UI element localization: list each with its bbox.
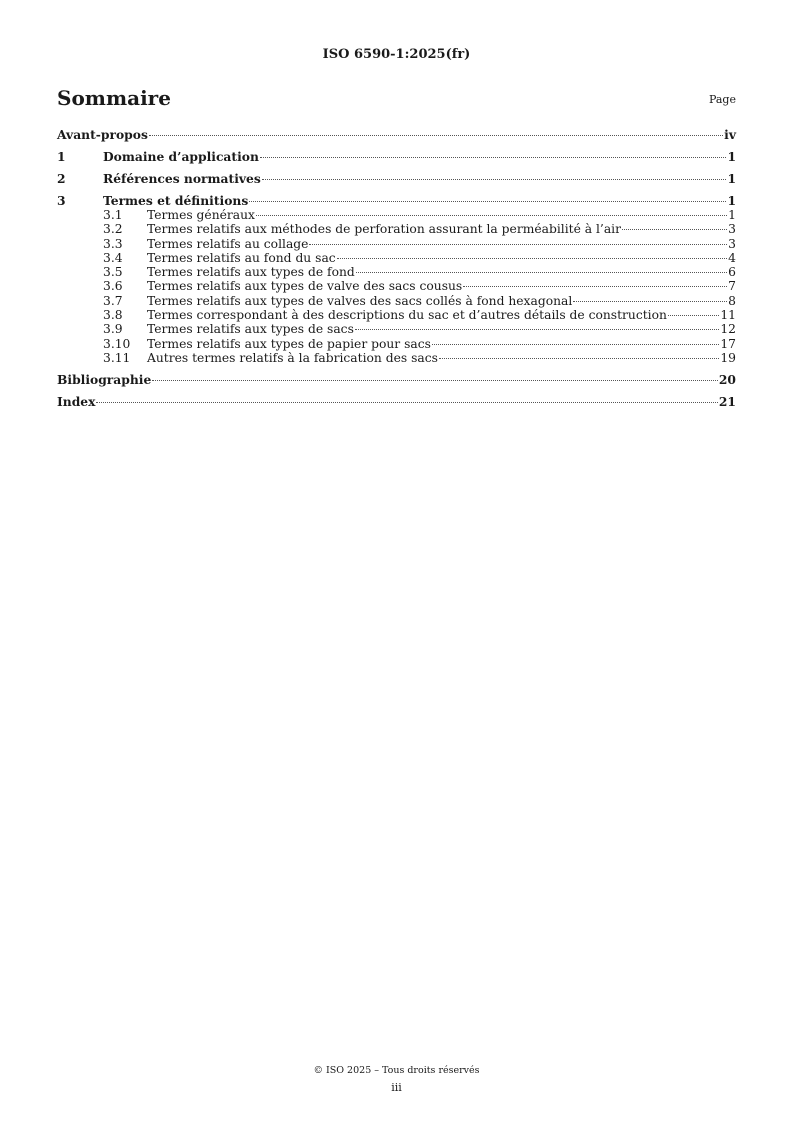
toc-entry-page: 8 (728, 293, 736, 308)
toc-entry-label: Termes relatifs au fond du sac (147, 250, 336, 265)
toc-dot-leader (152, 380, 718, 381)
toc-entry-page: iv (724, 127, 736, 142)
toc-entry-label: Avant-propos (57, 127, 148, 142)
toc-dot-leader (668, 315, 719, 316)
toc-dot-leader (260, 157, 727, 158)
toc-entry-page: 1 (727, 193, 736, 208)
toc-entry-label: Termes et définitions (103, 193, 249, 208)
toc-dot-leader (337, 258, 728, 259)
toc-entry-label: Termes correspondant à des descriptions du sac et d’autres détails de construction (147, 308, 667, 323)
toc-entry[interactable] (57, 171, 736, 186)
toc-dot-leader (622, 229, 727, 230)
toc-entry-page: 1 (728, 208, 736, 222)
toc-entry-number: 3.7 (103, 293, 123, 308)
toc-dot-leader (309, 244, 727, 245)
toc-entry-label: Termes relatifs aux types de valve des sacs cousus (147, 279, 463, 294)
toc-entry-page: 11 (720, 308, 736, 323)
toc-entry-number: 3 (57, 193, 66, 208)
toc-entry-page: 7 (728, 279, 736, 294)
toc-entry[interactable] (57, 337, 736, 351)
toc-entry-page: 1 (727, 171, 736, 186)
toc-entry[interactable] (57, 351, 736, 365)
toc-entry[interactable] (57, 265, 736, 279)
toc-dot-leader (96, 402, 717, 403)
toc-entry-page: 21 (718, 394, 736, 410)
toc-entry[interactable] (57, 394, 736, 409)
toc-entry-number: 3.1 (103, 208, 123, 222)
toc-entry[interactable] (57, 372, 736, 387)
toc-entry-number: 3.6 (103, 279, 123, 294)
toc-entry-page: 3 (728, 222, 736, 237)
toc-dot-leader (432, 344, 719, 345)
toc-dot-leader (463, 286, 727, 287)
toc-entry-page: 4 (728, 250, 736, 265)
toc-dot-leader (356, 272, 727, 273)
toc-dot-leader (249, 201, 726, 202)
document-id-header: ISO 6590-1:2025(fr) (322, 47, 471, 62)
toc-entry-label: Bibliographie (57, 372, 152, 388)
toc-entry-number: 3.8 (103, 308, 123, 323)
toc-entry[interactable] (57, 237, 736, 251)
toc-entry-number: 3.3 (103, 236, 123, 251)
toc-entry-label: Termes relatifs aux types de fond (147, 265, 355, 280)
copyright-footer: © ISO 2025 – Tous droits réservés (313, 1065, 480, 1076)
toc-entry[interactable] (57, 294, 736, 308)
toc-entry-page: 3 (728, 236, 736, 251)
toc-entry[interactable] (57, 127, 736, 142)
toc-entry-label: Termes généraux (147, 208, 255, 222)
toc-entry-page: 1 (727, 149, 736, 164)
toc-dot-leader (439, 358, 719, 359)
page-title: Sommaire (57, 86, 171, 110)
title-row (57, 86, 736, 112)
toc-entry-page: 17 (720, 336, 736, 351)
toc-dot-leader (149, 135, 723, 136)
toc-entry[interactable] (57, 208, 736, 222)
toc-entry-number: 3.5 (103, 265, 123, 280)
toc-entry-number: 3.11 (103, 350, 131, 365)
toc-entry-number: 3.10 (103, 336, 131, 351)
toc-entry-number: 3.4 (103, 250, 123, 265)
toc-entry[interactable] (57, 308, 736, 322)
toc-entry-label: Termes relatifs aux types de valves des sacs collés à fond hexagonal (147, 293, 573, 308)
toc-entry-label: Domaine d’application (103, 149, 259, 164)
toc-entry-page: 12 (720, 322, 736, 337)
toc-dot-leader (573, 301, 727, 302)
toc-dot-leader (262, 179, 727, 180)
toc-entry-label: Index (57, 394, 96, 410)
toc-entry-label: Termes relatifs aux types de sacs (147, 322, 354, 337)
toc-dot-leader (256, 215, 727, 216)
table-of-contents (57, 127, 736, 409)
toc-entry-label: Autres termes relatifs à la fabrication des sacs (147, 350, 438, 365)
toc-entry-label: Termes relatifs aux types de papier pour sacs (147, 336, 431, 351)
toc-entry[interactable] (57, 279, 736, 293)
toc-entry-number: 3.2 (103, 222, 123, 237)
toc-entry-number: 1 (57, 149, 66, 164)
toc-entry[interactable] (57, 222, 736, 236)
toc-entry[interactable] (57, 251, 736, 265)
toc-entry-page: 6 (728, 265, 736, 280)
toc-entry[interactable] (57, 193, 736, 208)
toc-dot-leader (355, 329, 719, 330)
page-column-label: Page (708, 93, 736, 106)
page-number: iii (391, 1081, 402, 1094)
toc-entry-label: Références normatives (103, 171, 261, 186)
toc-entry[interactable] (57, 149, 736, 164)
toc-entry-label: Termes relatifs aux méthodes de perforation assurant la perméabilité à l’air (147, 222, 621, 237)
toc-entry-label: Termes relatifs au collage (147, 236, 309, 251)
toc-entry[interactable] (57, 322, 736, 336)
toc-entry-number: 2 (57, 171, 66, 186)
toc-entry-number: 3.9 (103, 322, 123, 337)
toc-entry-page: 19 (720, 350, 736, 365)
toc-entry-page: 20 (718, 372, 736, 388)
